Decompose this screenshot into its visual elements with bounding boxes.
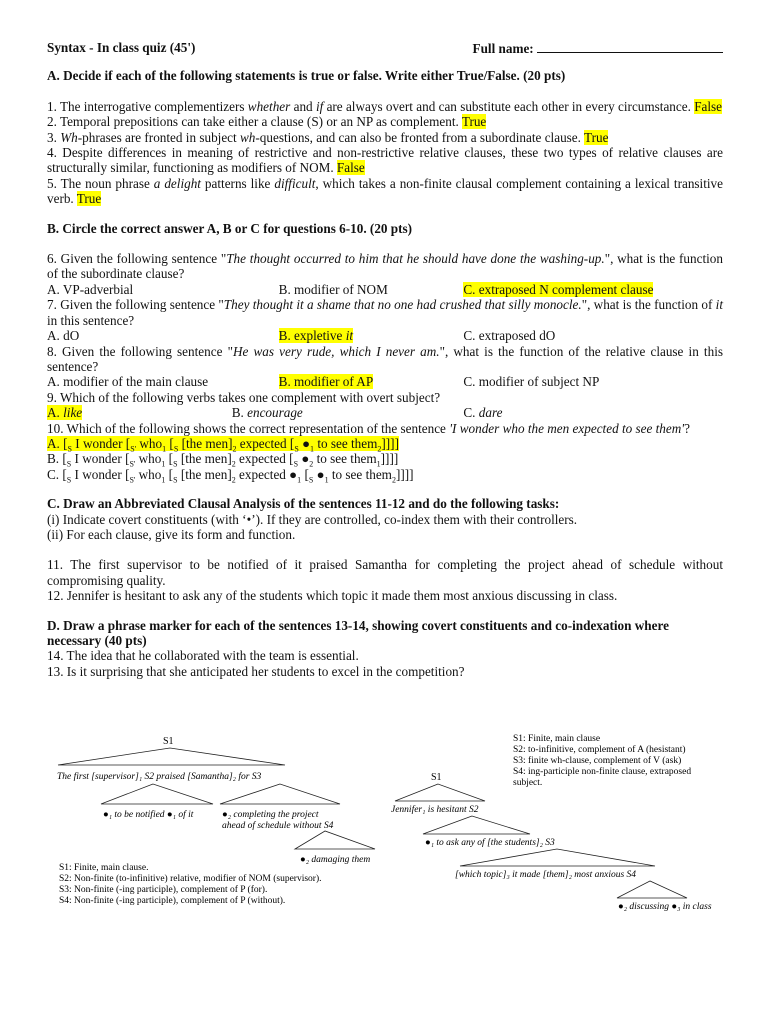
d1-triangle-s4 [295,831,375,849]
d1-root: S1 [163,736,174,747]
option-c[interactable]: C. dare [463,405,503,421]
quiz-title: Syntax - In class quiz (45') [47,40,196,55]
d2-s2-line: ●₁ to ask any of [the students]₂ S3 [425,838,555,848]
option-a[interactable]: A. dO [47,328,80,344]
svg-text:S3: Non-finite (-ing particip: S3: Non-finite (-ing participle), complement of P (for). [59,885,268,895]
sentence-14: 14. The idea that he collaborated with the team is essential. [47,648,359,664]
section-b-heading: B. Circle the correct answer A, B or C for questions 6-10. (20 pts) [47,220,413,236]
d1-main-line: The first [supervisor]₁ S2 praised [Samantha]₂ for S3 [57,772,262,782]
d2-s4-line: ●₂ discussing ●₃ in class [618,902,712,912]
svg-text:S2: Non-finite (to-infinitive: S2: Non-finite (to-infinitive) relative, modifier of NOM (supervisor). [59,874,322,884]
question-6: 6. Given the following sentence "The thought occurred to him that he should have done the washing-up.", what is the function of the subordinate clause? [47,251,723,282]
question-7-options [47,328,723,343]
d2-legend [513,734,691,788]
svg-text:S4: Non-finite (-ing particip: S4: Non-finite (-ing participle), complement of P (without). [59,896,286,906]
d1-s3-line2: ahead of schedule without S4 [222,821,334,831]
answer-highlight: True [76,191,102,207]
d2-triangle-s4 [617,881,687,898]
option-c[interactable]: C. extraposed dO [463,328,556,344]
option-b[interactable]: B. modifier of AP [278,374,374,390]
d2-triangle-s2 [423,816,530,834]
question-8-options [47,374,723,389]
clausal-analysis-diagrams [55,728,735,918]
d2-main-line: Jennifer₁ is hesitant S2 [391,805,479,815]
d1-triangle-s3 [220,784,340,804]
question-5: 5. The noun phrase a delight patterns like difficult, which takes a non-finite clausal complement containing a lexical transitive verb. True [47,175,723,207]
section-c-heading: C. Draw an Abbreviated Clausal Analysis of the sentences 11-12 and do the following tasks: [47,496,560,512]
question-6-options [47,282,723,297]
option-b[interactable]: B. modifier of NOM [278,281,388,297]
svg-text:S1: Finite, main clause: S1: Finite, main clause [513,734,601,744]
section-c-task-2: (ii) For each clause, give its form and function. [47,526,296,542]
answer-highlight: True [584,129,609,145]
question-2: 2. Temporal prepositions can take either a clause (S) or an NP as complement. True [47,114,487,130]
diagram-2 [391,734,712,912]
svg-text:subject.: subject. [513,778,543,788]
d1-legend [59,863,322,906]
question-10: 10. Which of the following shows the correct representation of the sentence 'I wonder who the men expected to see them'? [47,420,690,436]
question-3: 3. Wh-phrases are fronted in subject wh-questions, and can also be fronted from a subordinate clause. True [47,129,609,145]
d2-triangle-s3 [460,849,655,866]
d2-root: S1 [431,772,442,783]
svg-text:S1: Finite, main clause.: S1: Finite, main clause. [59,863,149,873]
question-10-option-c[interactable]: C. [$_S$ I wonder [$_{S'}$ who$_1$ [$_S$ [the $men]_2$ expected $●_1$ [$_S$ $●_1$ to see them$_2$]]]] [47,466,414,485]
d1-s2-line: ●₁ to be notified ●₁ of it [103,810,194,820]
quiz-page [47,40,723,679]
svg-text:S3: finite wh-clause, compleme: S3: finite wh-clause, complement of V (ask) [513,756,682,766]
d1-s4-line: ●₂ damaging them [300,855,371,865]
answer-highlight: True [461,114,487,130]
option-a[interactable]: A. VP-adverbial [47,281,134,297]
section-a-heading: A. Decide if each of the following statements is true or false. Write either True/False. (20 pts) [47,68,566,84]
quiz-header [47,40,723,56]
section-d-heading: D. Draw a phrase marker for each of the sentences 13-14, showing covert constituents and co-indexation where necessary (40 pts) [47,617,669,648]
question-7: 7. Given the following sentence "They thought it a shame that no one had crushed that silly monocle.", what is the function of it in this sentence? [47,297,723,328]
sentence-12: 12. Jennifer is hesitant to ask any of the students which topic it made them most anxious discussing in class. [47,588,618,604]
d1-triangle-s2 [101,784,213,804]
full-name-field[interactable]: Full name: [473,40,723,56]
d2-triangle-s1 [395,784,485,801]
sentence-13: 13. Is it surprising that she anticipated her students to excel in the competition? [47,663,465,679]
name-underline[interactable] [537,40,723,53]
question-10-option-b[interactable]: B. [$_S$ I wonder [$_{S'}$ who$_1$ [$_S$ [the $men]_2$ expected [$_S$ $●_2$ to see them$_1$]]]] [47,451,399,469]
question-8: 8. Given the following sentence "He was very rude, which I never am.", what is the function of the relative clause in this sentence? [47,343,723,374]
svg-text:S2: to-infinitive, complement: S2: to-infinitive, complement of A (hesistant) [513,745,686,755]
diagram-1 [57,736,375,906]
question-9-options [47,405,723,420]
question-4: 4. Despite differences in meaning of restrictive and non-restrictive relative clauses, these two types of relative clauses are structurally similar, functioning as modifiers of NOM. False [47,145,723,176]
d1-s3-line1: ●₂ completing the project [222,810,319,820]
sentence-11: 11. The first supervisor to be notified of it praised Samantha for completing the project ahead of schedule without compromising quality. [47,557,723,588]
question-9: 9. Which of the following verbs takes one complement with overt subject? [47,389,441,405]
option-a[interactable]: A. modifier of the main clause [47,374,209,390]
d2-s3-line: [which topic]₃ it made [them]₂ most anxious S4 [455,870,637,880]
answer-highlight: False [336,160,365,176]
answer-highlight: False [694,98,723,114]
svg-text:S4: ing-participle non-finite: S4: ing-participle non-finite clause, extraposed [513,767,692,777]
question-1: 1. The interrogative complementizers whether and if are always overt and can substitute each other in every circumstance. False [47,98,723,114]
option-c[interactable]: C. modifier of subject NP [463,374,600,390]
d1-triangle-s1 [58,748,285,765]
option-a[interactable]: A. like [47,405,83,421]
option-c[interactable]: C. extraposed N complement clause [463,281,654,297]
option-b[interactable]: B. expletive it [278,328,354,344]
option-b[interactable]: B. encourage [231,405,303,421]
section-c-task-1: (i) Indicate covert constituents (with ‘•’). If they are controlled, co-index them with their controllers. [47,511,578,527]
question-10-option-a[interactable]: A. [$_S$ I wonder [$_{S'}$ who$_1$ [$_S$ [the $men]_2$ expected [$_S$ $●_1$ to see them$_2$]]]] [47,435,399,454]
